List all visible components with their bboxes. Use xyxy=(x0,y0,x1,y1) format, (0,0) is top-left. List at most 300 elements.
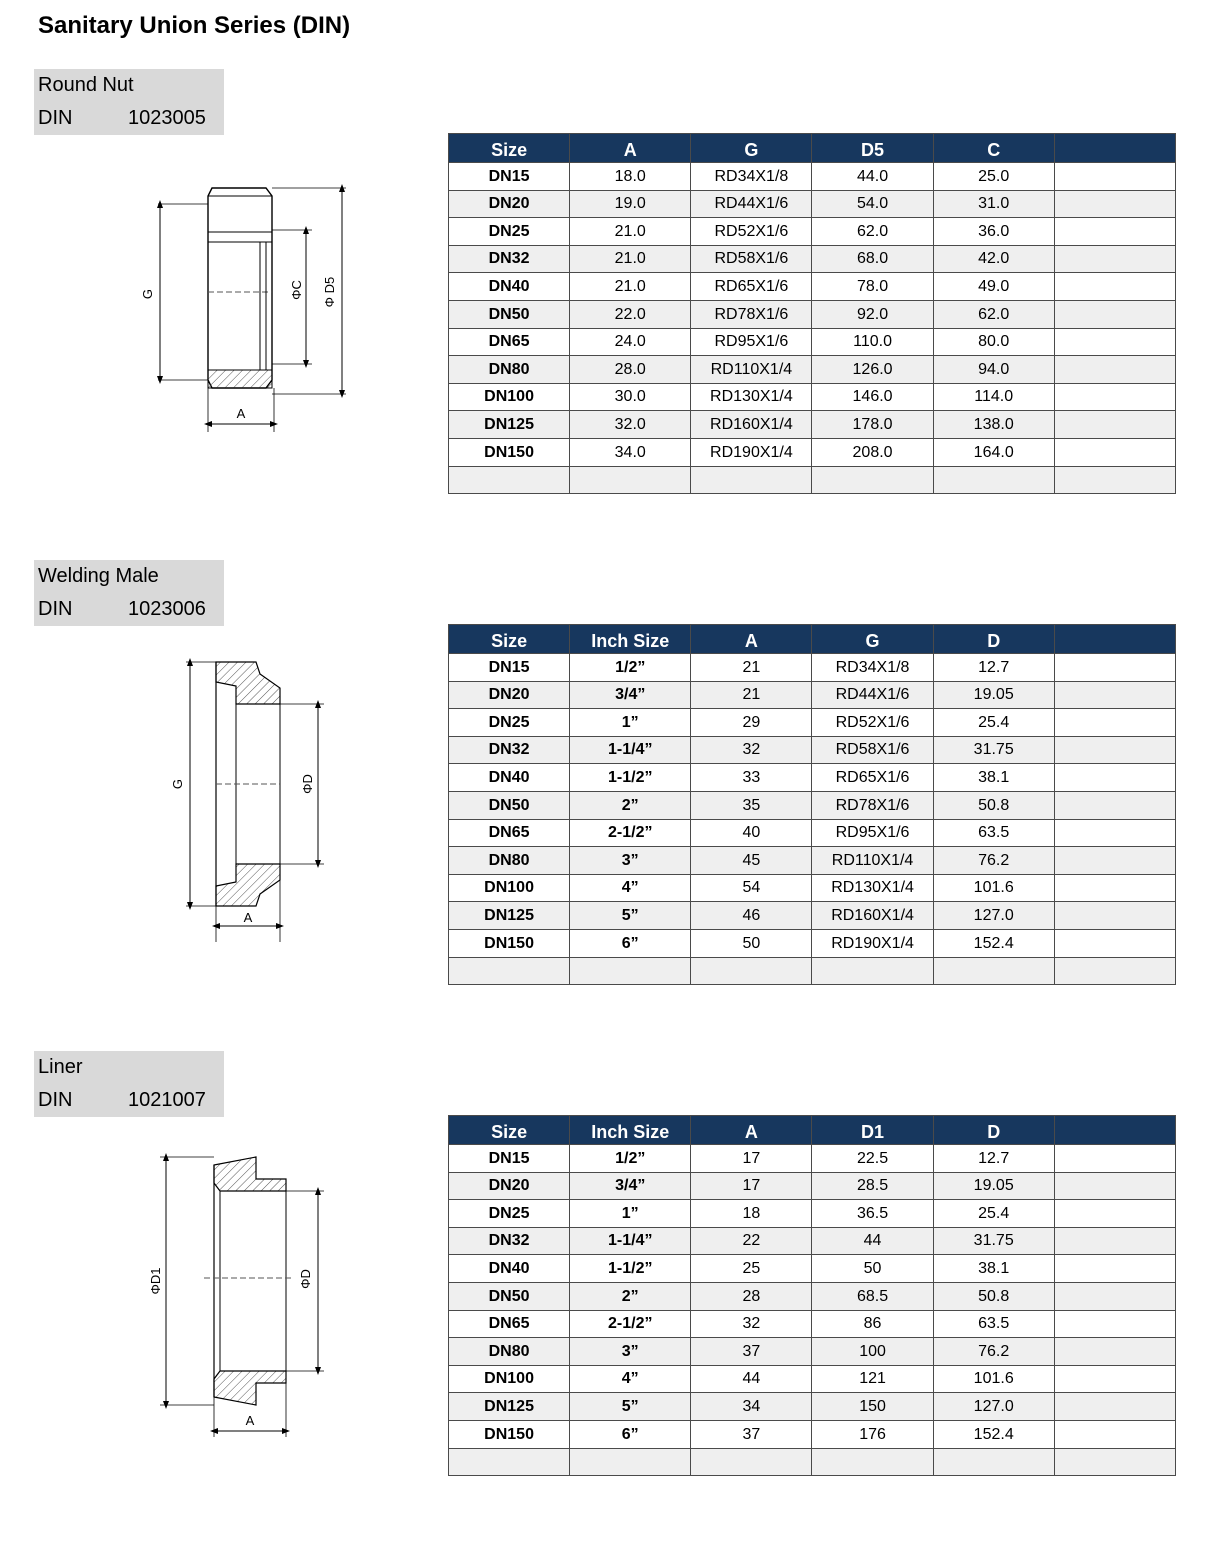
table-cell: RD95X1/6 xyxy=(691,328,812,356)
table-cell: 4” xyxy=(570,874,691,902)
table-cell: 18.0 xyxy=(570,163,691,191)
table-cell xyxy=(1054,929,1175,957)
table-cell: 19.0 xyxy=(570,190,691,218)
table-cell: RD34X1/8 xyxy=(812,654,933,682)
dim-label-g: G xyxy=(170,778,185,790)
table-cell: 25.4 xyxy=(933,709,1054,737)
table-cell: RD110X1/4 xyxy=(812,847,933,875)
table-cell: 176 xyxy=(812,1420,933,1448)
product-name: Welding Male xyxy=(38,565,159,587)
table-cell: 138.0 xyxy=(933,411,1054,439)
dim-label-g: G xyxy=(140,288,155,300)
dim-label-d: ΦD xyxy=(298,1269,313,1289)
table-cell xyxy=(1054,1172,1175,1200)
table-cell: DN15 xyxy=(449,1145,570,1173)
table-cell: 54 xyxy=(691,874,812,902)
table-cell: 21 xyxy=(691,681,812,709)
table-cell: DN125 xyxy=(449,902,570,930)
table-cell: 94.0 xyxy=(933,356,1054,384)
table-cell: 12.7 xyxy=(933,1145,1054,1173)
table-cell: RD130X1/4 xyxy=(812,874,933,902)
table-cell xyxy=(1054,819,1175,847)
table-cell: RD65X1/6 xyxy=(812,764,933,792)
table-row xyxy=(449,383,1176,411)
table-cell xyxy=(1054,356,1175,384)
section-label-round-nut xyxy=(34,69,224,135)
column-header: G xyxy=(812,625,933,654)
table-cell: DN40 xyxy=(449,273,570,301)
table-cell: 164.0 xyxy=(933,438,1054,466)
table-row xyxy=(449,1448,1176,1476)
table-cell xyxy=(570,1448,691,1476)
table-row xyxy=(449,654,1176,682)
table-cell: DN65 xyxy=(449,1310,570,1338)
table-cell: 68.0 xyxy=(812,245,933,273)
table-cell xyxy=(1054,874,1175,902)
table-cell xyxy=(449,957,570,985)
table-cell: 5” xyxy=(570,902,691,930)
table-cell: 2” xyxy=(570,1282,691,1310)
product-standard: DIN xyxy=(38,598,73,620)
table-cell xyxy=(1054,300,1175,328)
table-row xyxy=(449,411,1176,439)
dim-label-d5: Φ D5 xyxy=(322,276,337,308)
table-row xyxy=(449,736,1176,764)
table-cell: 6” xyxy=(570,1420,691,1448)
table-cell xyxy=(1054,273,1175,301)
table-cell: RD58X1/6 xyxy=(691,245,812,273)
table-cell: 28 xyxy=(691,1282,812,1310)
table-cell xyxy=(1054,1200,1175,1228)
table-cell xyxy=(691,957,812,985)
table-cell xyxy=(812,1448,933,1476)
table-cell xyxy=(1054,328,1175,356)
column-header xyxy=(1054,134,1175,163)
table-cell: RD160X1/4 xyxy=(691,411,812,439)
table-cell xyxy=(933,466,1054,494)
table-row xyxy=(449,957,1176,985)
table-cell: 44.0 xyxy=(812,163,933,191)
table-cell: 100 xyxy=(812,1338,933,1366)
table-cell: 126.0 xyxy=(812,356,933,384)
table-cell: 34.0 xyxy=(570,438,691,466)
table-cell: DN20 xyxy=(449,681,570,709)
table-cell: 76.2 xyxy=(933,1338,1054,1366)
table-cell: 12.7 xyxy=(933,654,1054,682)
table-cell: 17 xyxy=(691,1172,812,1200)
table-cell: 37 xyxy=(691,1420,812,1448)
table-cell: DN125 xyxy=(449,1393,570,1421)
table-cell xyxy=(1054,681,1175,709)
table-cell xyxy=(449,466,570,494)
table-cell: 31.0 xyxy=(933,190,1054,218)
column-header: A xyxy=(570,134,691,163)
column-header: A xyxy=(691,1116,812,1145)
table-row xyxy=(449,300,1176,328)
product-code: 1021007 xyxy=(128,1089,206,1111)
table-cell: 38.1 xyxy=(933,764,1054,792)
column-header: D1 xyxy=(812,1116,933,1145)
table-cell xyxy=(933,957,1054,985)
table-cell xyxy=(1054,466,1175,494)
table-cell xyxy=(1054,709,1175,737)
table-cell: 33 xyxy=(691,764,812,792)
table-cell xyxy=(1054,1448,1175,1476)
liner-drawing xyxy=(120,1145,360,1445)
table-cell: 208.0 xyxy=(812,438,933,466)
dim-label-c: ΦC xyxy=(289,280,304,300)
round-nut-drawing xyxy=(120,170,360,470)
table-cell: 21.0 xyxy=(570,273,691,301)
table-cell: 38.1 xyxy=(933,1255,1054,1283)
dim-label-a: A xyxy=(236,406,246,421)
table-row xyxy=(449,466,1176,494)
table-cell: 40 xyxy=(691,819,812,847)
table-cell xyxy=(1054,438,1175,466)
table-cell: DN25 xyxy=(449,1200,570,1228)
table-cell: 127.0 xyxy=(933,1393,1054,1421)
table-cell: 68.5 xyxy=(812,1282,933,1310)
table-header-row xyxy=(449,625,1176,654)
table-row xyxy=(449,356,1176,384)
table-cell: 44 xyxy=(812,1227,933,1255)
table-row xyxy=(449,190,1176,218)
table-cell: 50 xyxy=(812,1255,933,1283)
table-row xyxy=(449,874,1176,902)
table-cell: DN40 xyxy=(449,1255,570,1283)
table-cell: 19.05 xyxy=(933,1172,1054,1200)
table-cell xyxy=(1054,163,1175,191)
table-cell: 63.5 xyxy=(933,819,1054,847)
table-row xyxy=(449,1338,1176,1366)
dim-label-d1: ΦD1 xyxy=(148,1267,163,1295)
table-cell: 114.0 xyxy=(933,383,1054,411)
column-header: Inch Size xyxy=(570,625,691,654)
table-cell: RD52X1/6 xyxy=(812,709,933,737)
table-cell: 31.75 xyxy=(933,1227,1054,1255)
table-header-row xyxy=(449,1116,1176,1145)
spec-table-welding-male xyxy=(448,624,1176,985)
table-cell: 76.2 xyxy=(933,847,1054,875)
table-cell: 28.5 xyxy=(812,1172,933,1200)
column-header: A xyxy=(691,625,812,654)
column-header: Size xyxy=(449,625,570,654)
table-cell: RD190X1/4 xyxy=(812,929,933,957)
column-header: D xyxy=(933,1116,1054,1145)
table-cell xyxy=(1054,1310,1175,1338)
table-cell: 35 xyxy=(691,791,812,819)
table-cell: 2-1/2” xyxy=(570,819,691,847)
table-cell xyxy=(1054,411,1175,439)
table-cell: 62.0 xyxy=(812,218,933,246)
table-cell: DN32 xyxy=(449,1227,570,1255)
product-standard: DIN xyxy=(38,1089,73,1111)
dim-label-a: A xyxy=(243,910,253,925)
table-cell: 25 xyxy=(691,1255,812,1283)
table-cell: 50.8 xyxy=(933,1282,1054,1310)
table-row xyxy=(449,1255,1176,1283)
table-cell: 31.75 xyxy=(933,736,1054,764)
table-row xyxy=(449,1282,1176,1310)
table-cell: 3/4” xyxy=(570,1172,691,1200)
table-cell xyxy=(1054,1365,1175,1393)
table-cell: 150 xyxy=(812,1393,933,1421)
table-cell: 63.5 xyxy=(933,1310,1054,1338)
spec-table-liner xyxy=(448,1115,1176,1476)
table-cell: 21.0 xyxy=(570,245,691,273)
table-cell: DN150 xyxy=(449,438,570,466)
welding-male-drawing xyxy=(120,652,360,952)
table-cell: DN32 xyxy=(449,736,570,764)
table-cell xyxy=(449,1448,570,1476)
table-row xyxy=(449,791,1176,819)
table-cell: 44 xyxy=(691,1365,812,1393)
table-cell xyxy=(1054,957,1175,985)
table-cell: 152.4 xyxy=(933,1420,1054,1448)
table-cell: 18 xyxy=(691,1200,812,1228)
table-cell: DN125 xyxy=(449,411,570,439)
table-cell: 25.4 xyxy=(933,1200,1054,1228)
table-cell: RD52X1/6 xyxy=(691,218,812,246)
table-cell: RD110X1/4 xyxy=(691,356,812,384)
product-name: Round Nut xyxy=(38,74,134,96)
table-cell: DN65 xyxy=(449,328,570,356)
table-cell: 24.0 xyxy=(570,328,691,356)
product-code: 1023005 xyxy=(128,107,206,129)
table-cell: DN80 xyxy=(449,847,570,875)
table-cell: DN25 xyxy=(449,709,570,737)
table-row xyxy=(449,929,1176,957)
table-cell xyxy=(1054,383,1175,411)
table-cell xyxy=(1054,791,1175,819)
table-cell: 30.0 xyxy=(570,383,691,411)
table-row xyxy=(449,902,1176,930)
table-cell: 2-1/2” xyxy=(570,1310,691,1338)
table-cell: 45 xyxy=(691,847,812,875)
table-cell: DN32 xyxy=(449,245,570,273)
table-cell: DN50 xyxy=(449,1282,570,1310)
spec-table-round-nut xyxy=(448,133,1176,494)
table-cell xyxy=(1054,1282,1175,1310)
table-cell: RD58X1/6 xyxy=(812,736,933,764)
product-code: 1023006 xyxy=(128,598,206,620)
dim-label-a: A xyxy=(245,1413,255,1428)
table-cell: 152.4 xyxy=(933,929,1054,957)
table-cell: 127.0 xyxy=(933,902,1054,930)
table-cell: DN25 xyxy=(449,218,570,246)
table-cell: 5” xyxy=(570,1393,691,1421)
product-standard: DIN xyxy=(38,107,73,129)
table-cell: 32.0 xyxy=(570,411,691,439)
table-cell: RD44X1/6 xyxy=(812,681,933,709)
table-cell xyxy=(1054,245,1175,273)
table-cell: 37 xyxy=(691,1338,812,1366)
column-header: G xyxy=(691,134,812,163)
table-row xyxy=(449,764,1176,792)
table-row xyxy=(449,328,1176,356)
table-cell: 46 xyxy=(691,902,812,930)
column-header xyxy=(1054,625,1175,654)
table-cell: DN80 xyxy=(449,1338,570,1366)
table-cell: 36.5 xyxy=(812,1200,933,1228)
table-cell: 34 xyxy=(691,1393,812,1421)
table-cell: DN40 xyxy=(449,764,570,792)
table-cell: DN150 xyxy=(449,1420,570,1448)
table-cell xyxy=(1054,736,1175,764)
table-cell: DN50 xyxy=(449,300,570,328)
table-cell xyxy=(1054,1255,1175,1283)
table-cell: DN15 xyxy=(449,654,570,682)
table-cell xyxy=(570,466,691,494)
column-header: D5 xyxy=(812,134,933,163)
table-cell: 4” xyxy=(570,1365,691,1393)
table-cell: 21 xyxy=(691,654,812,682)
table-row xyxy=(449,245,1176,273)
table-cell: 54.0 xyxy=(812,190,933,218)
table-cell: 1-1/2” xyxy=(570,1255,691,1283)
table-row xyxy=(449,273,1176,301)
table-row xyxy=(449,847,1176,875)
table-cell: 78.0 xyxy=(812,273,933,301)
table-cell xyxy=(1054,1420,1175,1448)
table-cell: DN100 xyxy=(449,1365,570,1393)
table-cell: 178.0 xyxy=(812,411,933,439)
table-cell xyxy=(691,466,812,494)
table-cell xyxy=(1054,1227,1175,1255)
table-cell: RD78X1/6 xyxy=(812,791,933,819)
table-cell: RD65X1/6 xyxy=(691,273,812,301)
table-cell: 21.0 xyxy=(570,218,691,246)
table-cell: 17 xyxy=(691,1145,812,1173)
table-cell: 3” xyxy=(570,847,691,875)
table-cell: 1/2” xyxy=(570,1145,691,1173)
table-cell: 101.6 xyxy=(933,1365,1054,1393)
table-cell: RD190X1/4 xyxy=(691,438,812,466)
table-cell xyxy=(691,1448,812,1476)
table-cell xyxy=(812,957,933,985)
table-cell: 3” xyxy=(570,1338,691,1366)
table-row xyxy=(449,1393,1176,1421)
table-cell xyxy=(933,1448,1054,1476)
table-cell: RD78X1/6 xyxy=(691,300,812,328)
table-cell xyxy=(1054,654,1175,682)
table-cell: 32 xyxy=(691,736,812,764)
column-header: Size xyxy=(449,1116,570,1145)
table-row xyxy=(449,1420,1176,1448)
product-name: Liner xyxy=(38,1056,83,1078)
table-row xyxy=(449,1172,1176,1200)
table-cell: 42.0 xyxy=(933,245,1054,273)
table-cell: 25.0 xyxy=(933,163,1054,191)
table-cell: RD130X1/4 xyxy=(691,383,812,411)
table-row xyxy=(449,1365,1176,1393)
table-cell: 1-1/2” xyxy=(570,764,691,792)
table-cell: 22 xyxy=(691,1227,812,1255)
table-cell xyxy=(1054,764,1175,792)
table-cell xyxy=(1054,902,1175,930)
table-cell: 32 xyxy=(691,1310,812,1338)
table-row xyxy=(449,681,1176,709)
table-cell: DN15 xyxy=(449,163,570,191)
table-cell xyxy=(1054,218,1175,246)
table-cell: 86 xyxy=(812,1310,933,1338)
table-cell: RD34X1/8 xyxy=(691,163,812,191)
column-header: C xyxy=(933,134,1054,163)
table-cell xyxy=(1054,1145,1175,1173)
table-cell: 146.0 xyxy=(812,383,933,411)
column-header: Inch Size xyxy=(570,1116,691,1145)
table-cell: 19.05 xyxy=(933,681,1054,709)
section-label-liner xyxy=(34,1051,224,1117)
column-header: Size xyxy=(449,134,570,163)
table-cell xyxy=(1054,847,1175,875)
table-cell: RD95X1/6 xyxy=(812,819,933,847)
table-cell: 62.0 xyxy=(933,300,1054,328)
table-header-row xyxy=(449,134,1176,163)
table-cell: DN20 xyxy=(449,190,570,218)
table-cell: DN65 xyxy=(449,819,570,847)
table-cell: RD160X1/4 xyxy=(812,902,933,930)
table-cell: 101.6 xyxy=(933,874,1054,902)
table-row xyxy=(449,438,1176,466)
table-cell: 22.5 xyxy=(812,1145,933,1173)
table-cell: 1-1/4” xyxy=(570,1227,691,1255)
page-title: Sanitary Union Series (DIN) xyxy=(38,12,351,39)
table-cell: 1-1/4” xyxy=(570,736,691,764)
table-cell xyxy=(1054,190,1175,218)
table-cell: 80.0 xyxy=(933,328,1054,356)
table-cell: 1/2” xyxy=(570,654,691,682)
table-cell: 92.0 xyxy=(812,300,933,328)
table-cell: DN50 xyxy=(449,791,570,819)
section-label-welding-male xyxy=(34,560,224,626)
table-cell: 28.0 xyxy=(570,356,691,384)
column-header: D xyxy=(933,625,1054,654)
table-cell xyxy=(812,466,933,494)
table-cell: DN150 xyxy=(449,929,570,957)
table-cell: 29 xyxy=(691,709,812,737)
table-cell: 3/4” xyxy=(570,681,691,709)
table-cell xyxy=(1054,1393,1175,1421)
table-cell: 2” xyxy=(570,791,691,819)
table-cell: 50 xyxy=(691,929,812,957)
dim-label-d: ΦD xyxy=(300,774,315,794)
table-cell: DN100 xyxy=(449,874,570,902)
table-cell: 50.8 xyxy=(933,791,1054,819)
table-cell: 1” xyxy=(570,709,691,737)
table-row xyxy=(449,1310,1176,1338)
table-cell xyxy=(1054,1338,1175,1366)
table-cell: DN20 xyxy=(449,1172,570,1200)
table-cell: 6” xyxy=(570,929,691,957)
table-row xyxy=(449,1145,1176,1173)
table-cell: RD44X1/6 xyxy=(691,190,812,218)
table-cell xyxy=(570,957,691,985)
table-row xyxy=(449,1227,1176,1255)
table-cell: 121 xyxy=(812,1365,933,1393)
table-row xyxy=(449,709,1176,737)
table-cell: 22.0 xyxy=(570,300,691,328)
table-row xyxy=(449,1200,1176,1228)
table-cell: 49.0 xyxy=(933,273,1054,301)
table-cell: DN80 xyxy=(449,356,570,384)
table-row xyxy=(449,163,1176,191)
table-row xyxy=(449,218,1176,246)
column-header xyxy=(1054,1116,1175,1145)
table-cell: 1” xyxy=(570,1200,691,1228)
table-cell: 36.0 xyxy=(933,218,1054,246)
table-cell: 110.0 xyxy=(812,328,933,356)
